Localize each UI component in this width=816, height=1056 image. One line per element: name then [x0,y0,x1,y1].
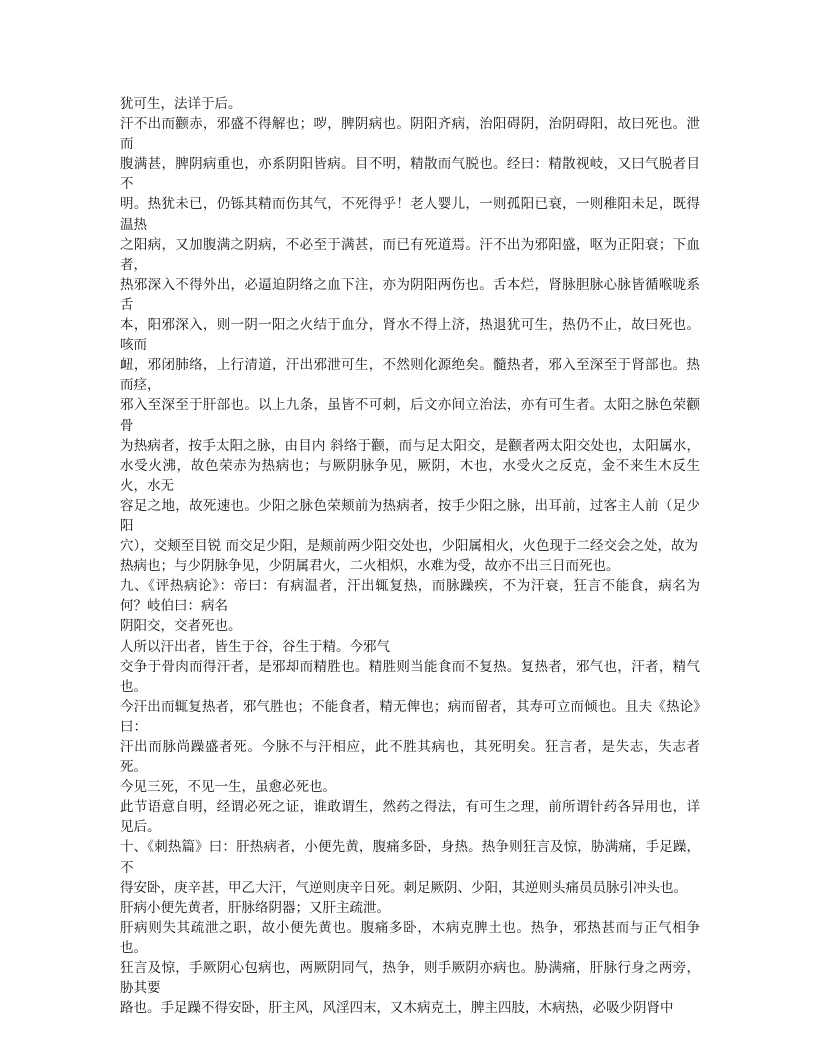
text-line: 本，阳邪深入，则一阴一阳之火结于血分，肾水不得上济，热退犹可生，热仍不止，故曰死也。咳而 [120,317,700,354]
text-line: 狂言及惊，手厥阴心包病也，两厥阴同气，热争，则手厥阴亦病也。胁满痛，肝脉行身之两旁，胁其要 [120,960,700,997]
text-line: 犹可生，法详于后。 [120,96,242,112]
text-line: 热邪深入不得外出，必逼迫阴络之血下注，亦为阴阳两伤也。舌本烂，肾脉胆脉心脉皆循喉咙系舌 [120,276,700,313]
text-line: 热病也；与少阴脉争见，少阴属君火，二火相炽，水难为受，故亦不出三日而死也。 [120,558,620,575]
text-line: 九、《评热病论》：帝曰：有病温者，汗出辄复热，而脉躁疾，不为汗衰，狂言不能食，病名为何？岐伯曰：病名 [120,578,700,615]
text-line: 汗出而脉尚躁盛者死。今脉不与汗相应，此不胜其病也，其死明矣。狂言者，是失志，失志者死。 [120,739,700,776]
text-line: 阴阳交，交者死也。 [120,618,242,635]
text-line: 得安卧，庚辛甚，甲乙大汗，气逆则庚辛日死。刺足厥阴、少阳，其逆则头痛员员脉引冲头也。 [120,879,687,896]
text-line: 十、《刺热篇》曰：肝热病者，小便先黄，腹痛多卧，身热。热争则狂言及惊，胁满痛，手足躁，不 [120,839,700,876]
text-line: 衄，邪闭肺络，上行清道，汗出邪泄可生，不然则化源绝矣。髓热者，邪入至深至于肾部也。热而痉， [120,357,700,394]
document-body [120,94,700,1018]
text-line: 今汗出而辄复热者，邪气胜也；不能食者，精无俾也；病而留者，其寿可立而倾也。且夫《热论》曰： [120,698,700,735]
text-line: 此节语意自明，经谓必死之证，谁敢谓生，然药之得法，有可生之理，前所谓针药各异用也，详见后。 [120,799,700,836]
text-line: 今见三死，不见一生，虽愈必死也。 [120,779,336,796]
text-line: 汗不出而颧赤，邪盛不得解也；哕，脾阴病也。阴阳齐病，治阳碍阴，治阴碍阳，故曰死也。泄而 [120,116,700,153]
text-line: 穴），交颊至目锐 而交足少阳，是颊前两少阳交处也，少阳属相火，火色现于二经交会之处，故为 [120,538,699,555]
text-line: 腹满甚，脾阴病重也，亦系阴阳皆病。目不明，精散而气脱也。经曰：精散视岐，又曰气脱者目不 [120,156,700,193]
text-line: 肝病则失其疏泄之职，故小便先黄也。腹痛多卧，木病克脾土也。热争，邪热甚而与正气相争也。 [120,919,700,956]
text-line: 交争于骨肉而得汗者，是邪却而精胜也。精胜则当能食而不复热。复热者，邪气也，汗者，精气也。 [120,658,700,695]
text-line: 为热病者，按手太阳之脉，由目内 斜络于颧，而与足太阳交，是颧者两太阳交处也，太阳属水，水受火沸，故色荣赤为热病也；与厥阴脉争见，厥阴，木也，水受火之反克，金不来生木反生火，水无 [120,437,700,494]
text-line: 肝病小便先黄者，肝脉络阴器；又肝主疏泄。 [120,899,390,916]
text-line: 路也。手足躁不得安卧，肝主风，风淫四末，又木病克土，脾主四肢，木病热，必吸少阴肾中 [120,1000,674,1017]
text-line: 之阳病，又加腹满之阴病，不必至于满甚，而已有死道焉。汗不出为邪阳盛，呕为正阳衰；下血者， [120,236,700,273]
text-line: 人所以汗出者，皆生于谷，谷生于精。今邪气 [120,638,390,655]
text-line: 邪入至深至于肝部也。以上九条，虽皆不可刺，后文亦间立治法，亦有可生者。太阳之脉色荣颧骨 [120,397,700,434]
text-line: 容足之地，故死速也。少阳之脉色荣颊前为热病者，按手少阳之脉，出耳前，过客主人前（足少阳 [120,497,700,534]
text-line: 明。热犹未已，仍铄其精而伤其气，不死得乎！老人婴儿，一则孤阳已衰，一则稚阳未足，既得温热 [120,196,700,233]
